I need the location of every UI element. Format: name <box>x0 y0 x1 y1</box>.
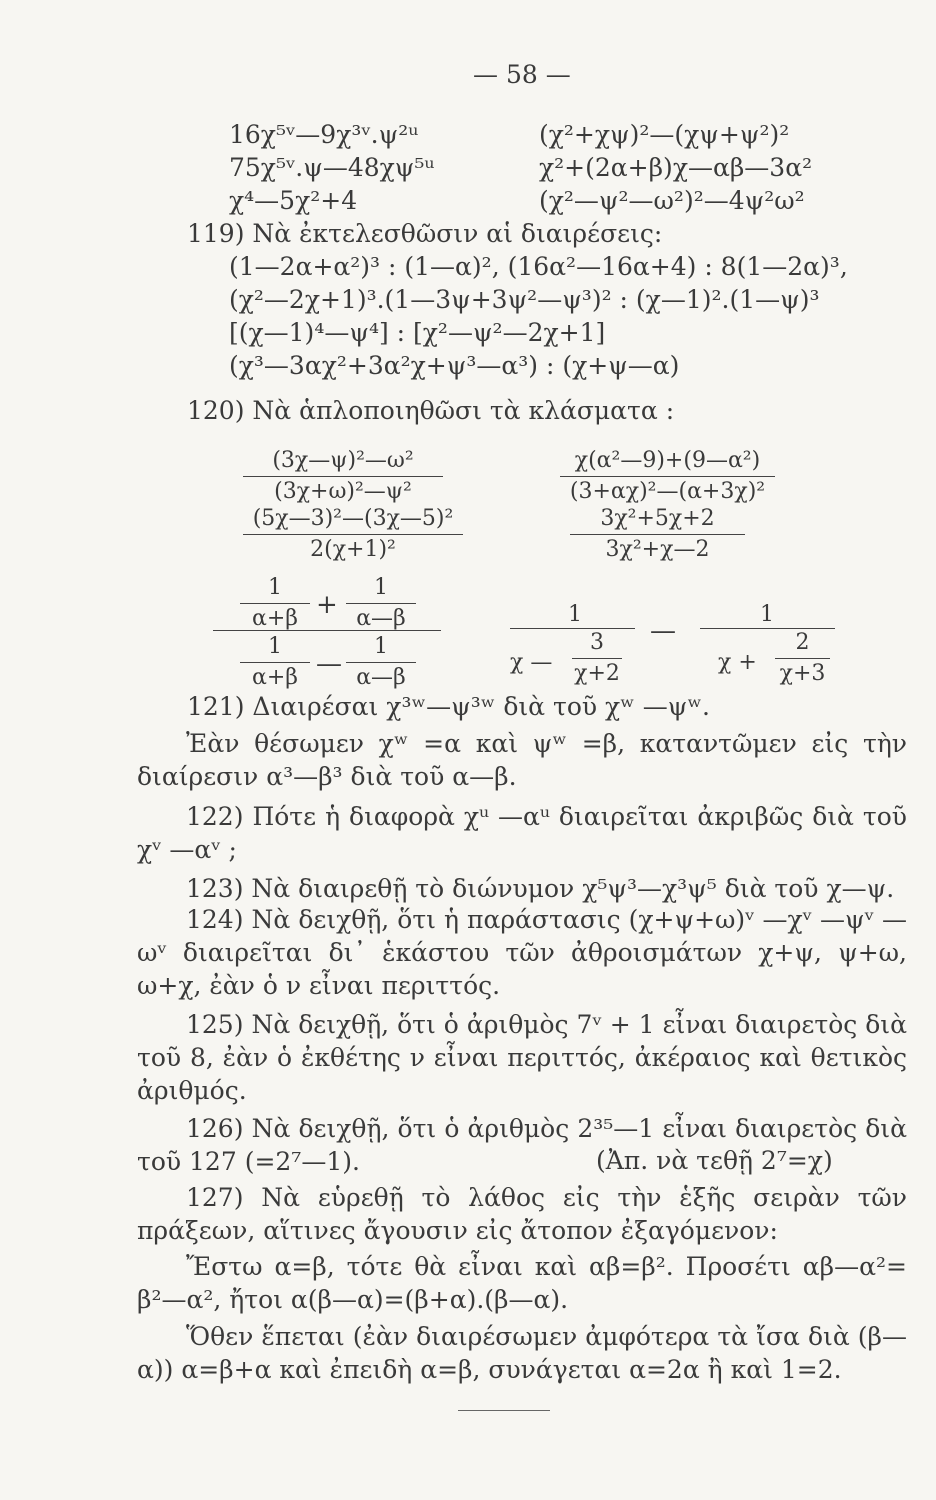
fraction-4-bar <box>570 534 745 535</box>
compound-top-left-num: 1 <box>268 575 282 600</box>
compound-top-right-den: α—β <box>356 606 406 631</box>
diff-left-chi: χ — <box>510 650 553 675</box>
fraction-3-numerator: (5χ—3)²—(3χ—5)² <box>252 506 454 531</box>
diff-left-numerator: 1 <box>568 602 582 627</box>
fraction-2-bar <box>560 476 775 477</box>
exercise-120-heading: 120) Νὰ ἁπλοποιηθῶσι τὰ κλάσματα : <box>187 396 675 425</box>
fraction-1-numerator: (3χ—ψ)²—ω² <box>272 448 414 473</box>
exercise-124: 124) Νὰ δειχθῇ, ὅτι ἡ παράστασις (χ+ψ+ω)ᵛ —χᵛ —ψᵛ —ωᵛ διαιρεῖται δι᾽ ἑκάστου τῶν ἀθροισμάτων χ+ψ, ψ+ω, ω+χ, ἐὰν ὁ ν εἶναι περιττός. <box>137 905 907 1000</box>
compound-bottom-right <box>346 634 416 691</box>
diff-right-inner <box>775 630 830 687</box>
exercise-125: 125) Νὰ δειχθῇ, ὅτι ὁ ἀριθμὸς 7ᵛ + 1 εἶναι διαιρετὸς διὰ τοῦ 8, ἐὰν ὁ ἐκθέτης ν εἶναι περιττός, ἀκέραιος καὶ θετικὸς ἀριθμός. <box>137 1010 907 1105</box>
compound-bottom-right-den: α—β <box>356 665 406 690</box>
exercise-127-paragraph-1: Ἔστω α=β, τότε θὰ εἶναι καὶ αβ=β². Προσέτι αβ—α²= β²—α², ἤτοι α(β—α)=(β+α).(β—α). <box>137 1252 907 1314</box>
fraction-1-bar <box>243 476 443 477</box>
fraction-1-denominator: (3χ+ω)²—ψ² <box>274 479 412 504</box>
fraction-4 <box>570 506 745 563</box>
fraction-3-denominator: 2(χ+1)² <box>310 537 396 562</box>
exercise-123: 123) Νὰ διαιρεθῇ τὸ διώνυμον χ⁵ψ³—χ³ψ⁵ διὰ τοῦ χ—ψ. <box>186 874 895 903</box>
diff-right-chi: χ + <box>718 650 757 675</box>
footer-rule <box>458 1410 550 1411</box>
expression-right-2: χ²+(2α+β)χ—αβ—3α² <box>539 153 813 182</box>
compound-top-right-num: 1 <box>374 575 388 600</box>
exercise-127: 127) Νὰ εὑρεθῇ τὸ λάθος εἰς τὴν ἑξῆς σειρὰν τῶν πράξεων, αἵτινες ἄγουσιν εἰς ἄτοπον ἐξαγόμενον: <box>137 1183 907 1245</box>
compound-bottom-left-bar <box>240 662 310 663</box>
compound-main-bar <box>213 630 441 631</box>
fraction-3-bar <box>243 534 463 535</box>
compound-top-right <box>346 575 416 632</box>
fraction-1 <box>243 448 443 505</box>
exercise-121-text: Ἐὰν θέσωμεν χʷ =α καὶ ψʷ =β, καταντῶμεν εἰς τὴν διαίρεσιν α³—β³ διὰ τοῦ α—β. <box>137 729 907 791</box>
fraction-2-denominator: (3+αχ)²—(α+3χ)² <box>569 479 766 504</box>
compound-bottom-left-den: α+β <box>251 665 298 690</box>
diff-left-bar <box>510 628 635 629</box>
diff-left-inner-den: χ+2 <box>574 661 620 686</box>
diff-minus: — <box>650 616 676 646</box>
exercise-126: 126) Νὰ δειχθῇ, ὅτι ὁ ἀριθμὸς 2³⁵—1 εἶναι διαιρετὸς διὰ τοῦ 127 (=2⁷—1). <box>137 1114 907 1176</box>
compound-top-left-den: α+β <box>251 606 298 631</box>
diff-right-inner-num: 2 <box>795 630 810 655</box>
expression-right-1: (χ²+χψ)²—(χψ+ψ²)² <box>539 120 790 149</box>
fraction-2 <box>560 448 775 505</box>
exercise-119-line-1: (1—2α+α²)³ : (1—α)², (16α²—16α+4) : 8(1—2α)³, <box>229 252 848 281</box>
page-number: — 58 — <box>473 60 571 89</box>
diff-right-inner-den: χ+3 <box>779 661 826 686</box>
compound-top-left <box>240 575 310 632</box>
compound-top-left-bar <box>240 603 310 604</box>
exercise-122: 122) Πότε ἡ διαφορὰ χᵘ —αᵘ διαιρεῖται ἀκριβῶς διὰ τοῦ χᵛ —αᵛ ; <box>137 802 907 864</box>
exercise-119-heading: 119) Νὰ ἐκτελεσθῶσιν αἱ διαιρέσεις: <box>187 219 663 248</box>
diff-right-numerator: 1 <box>760 602 774 627</box>
compound-bottom-left <box>240 634 310 691</box>
exercise-119-line-2: (χ²—2χ+1)³.(1—3ψ+3ψ²—ψ³)² : (χ—1)².(1—ψ)³ <box>229 285 820 314</box>
compound-top-right-bar <box>346 603 416 604</box>
diff-right-bar <box>700 628 835 629</box>
diff-left-inner-num: 3 <box>590 630 604 655</box>
exercise-126-hint: (Ἀπ. νὰ τεθῇ 2⁷=χ) <box>596 1146 833 1175</box>
exercise-119-line-3: [(χ—1)⁴—ψ⁴] : [χ²—ψ²—2χ+1] <box>229 318 606 347</box>
exercise-121-line-1: 121) Διαιρέσαι χ³ʷ—ψ³ʷ διὰ τοῦ χʷ —ψʷ. <box>187 692 710 721</box>
expression-left-2: 75χ⁵ᵛ.ψ—48χψ⁵ᵘ <box>229 153 435 182</box>
compound-bottom-left-num: 1 <box>268 634 282 659</box>
compound-bottom-right-num: 1 <box>374 634 388 659</box>
exercise-127-paragraph-2: Ὅθεν ἕπεται (ἐὰν διαιρέσωμεν ἀμφότερα τὰ ἴσα διὰ (β—α)) α=β+α καὶ ἐπειδὴ α=β, συνάγεται α=2α ἢ καὶ 1=2. <box>137 1322 907 1384</box>
diff-left-inner <box>572 630 622 687</box>
compound-top-plus: + <box>316 590 338 620</box>
fraction-4-denominator: 3χ²+χ—2 <box>605 537 710 562</box>
compound-bottom-minus: — <box>316 649 342 679</box>
fraction-3 <box>243 506 463 563</box>
compound-bottom-right-bar <box>346 662 416 663</box>
diff-right-inner-bar <box>775 658 830 659</box>
expression-right-3: (χ²—ψ²—ω²)²—4ψ²ω² <box>539 186 805 215</box>
exercise-119-line-4: (χ³—3αχ²+3α²χ+ψ³—α³) : (χ+ψ—α) <box>229 351 680 380</box>
diff-left-inner-bar <box>572 658 622 659</box>
expression-left-3: χ⁴—5χ²+4 <box>229 186 358 215</box>
fraction-4-numerator: 3χ²+5χ+2 <box>600 506 715 531</box>
fraction-2-numerator: χ(α²—9)+(9—α²) <box>574 448 761 473</box>
expression-left-1: 16χ⁵ᵛ—9χ³ᵛ.ψ²ᵘ <box>229 120 419 149</box>
